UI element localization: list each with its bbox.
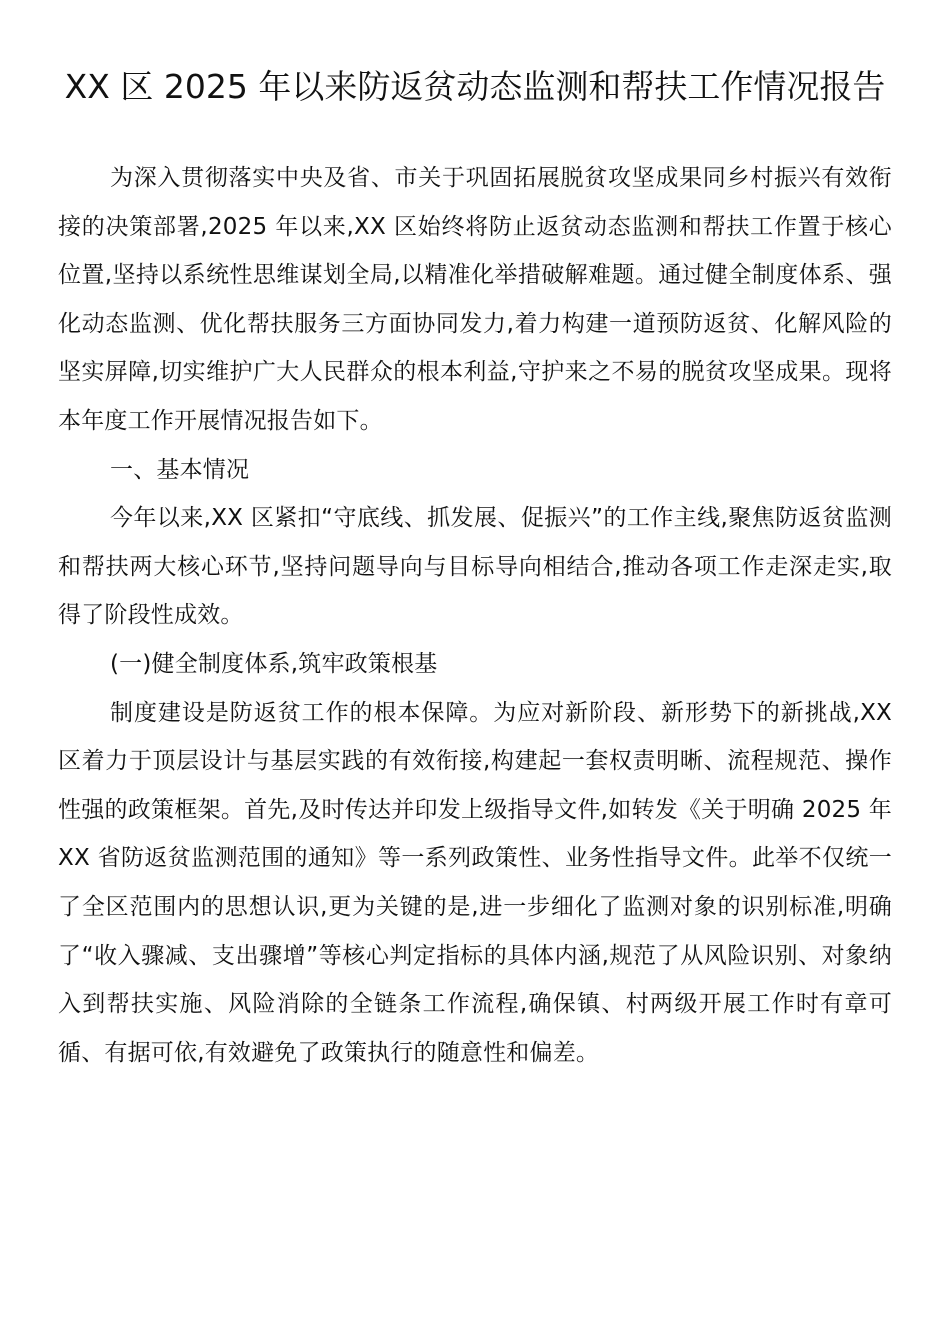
document-page bbox=[58, 62, 892, 1077]
basic-situation-paragraph: 今年以来,XX 区紧扣“守底线、抓发展、促振兴”的工作主线,聚焦防返贫监测和帮扶两大核心环节,坚持问题导向与目标导向相结合,推动各项工作走深走实,取得了阶段性成效。 bbox=[58, 505, 892, 629]
section-heading-basic-situation: 一、基本情况 bbox=[110, 456, 250, 483]
document-body bbox=[58, 154, 892, 1077]
document-title: XX 区 2025 年以来防返贫动态监测和帮扶工作情况报告 bbox=[64, 67, 886, 106]
intro-paragraph: 为深入贯彻落实中央及省、市关于巩固拓展脱贫攻坚成果同乡村振兴有效衔接的决策部署,2025 年以来,XX 区始终将防止返贫动态监测和帮扶工作置于核心位置,坚持以系统性思维谋划全局,以精准化举措破解难题。通过健全制度体系、强化动态监测、优化帮扶服务三方面协同发力,着力构建一道预防返贫、化解风险的坚实屏障,切实维护广大人民群众的根本利益,守护来之不易的脱贫攻坚成果。现将本年度工作开展情况报告如下。 bbox=[58, 165, 892, 434]
system-building-paragraph: 制度建设是防返贫工作的根本保障。为应对新阶段、新形势下的新挑战,XX 区着力于顶层设计与基层实践的有效衔接,构建起一套权责明晰、流程规范、操作性强的政策框架。首先,及时传达并印发上级指导文件,如转发《关于明确 2025 年 XX 省防返贫监测范围的通知》等一系列政策性、业务性指导文件。此举不仅统一了全区范围内的思想认识,更为关键的是,进一步细化了监测对象的识别标准,明确了“收入骤减、支出骤增”等核心判定指标的具体内涵,规范了从风险识别、对象纳入到帮扶实施、风险消除的全链条工作流程,确保镇、村两级开展工作时有章可循、有据可依,有效避免了政策执行的随意性和偏差。 bbox=[58, 699, 892, 1066]
subsection-heading-system: (一)健全制度体系,筑牢政策根基 bbox=[110, 650, 438, 677]
